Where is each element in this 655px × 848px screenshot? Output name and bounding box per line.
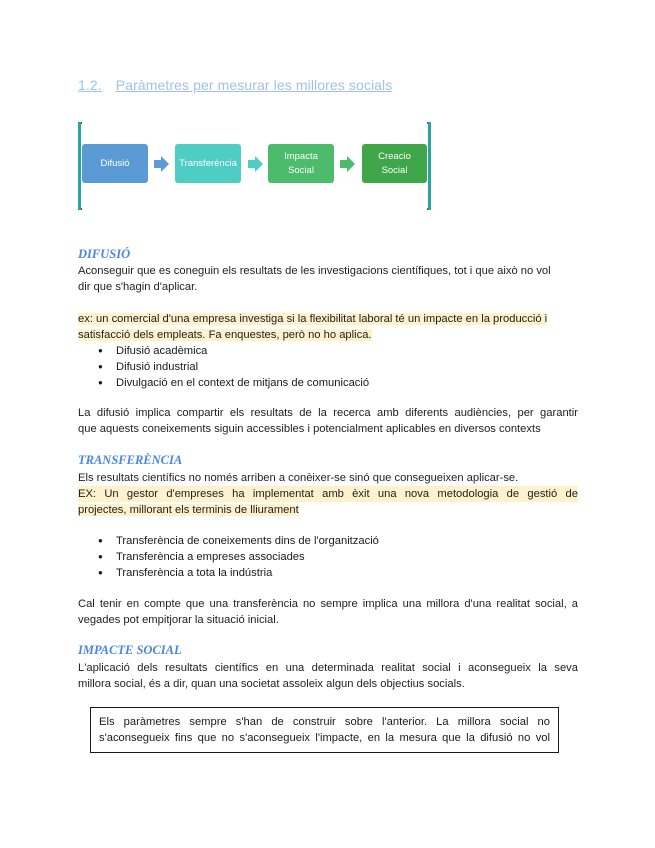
text-line: millora social, és a dir, quan una societat assoleix algun dels objectius socials.: [78, 678, 465, 690]
transferencia-example: [78, 486, 578, 518]
text-line: s'aconsegueix fins que no s'aconsegueix l'impacte, en la mesura que la difusió no vol: [99, 732, 550, 744]
section-title: [78, 77, 392, 93]
arrow-right-icon: [340, 156, 356, 172]
highlighted-text: satisfacció dels empleats. Fa enquestes, però no ho aplica.: [78, 329, 372, 341]
text-line: Cal tenir en compte que una transferència no sempre implica una millora d'una realitat social, a: [78, 598, 578, 610]
arrow-right-icon: [154, 156, 170, 172]
diagram-step-difusio: [82, 144, 148, 183]
difusio-bullet-list: [78, 343, 578, 391]
heading-transferencia: TRANSFERÈNCIA: [78, 453, 183, 467]
arrow-right-icon: [248, 156, 264, 172]
transferencia-bullet-list: [78, 533, 578, 581]
list-item: ● Transferència a empreses associades: [78, 549, 578, 565]
text-line: dir que s'hagin d'aplicar.: [78, 281, 198, 293]
list-item: ● Difusió acadèmica: [78, 343, 578, 359]
diagram-step-label: Difusió: [100, 157, 130, 169]
list-item: ● Divulgació en el context de mitjans de comunicació: [78, 375, 578, 391]
text-line: La difusió implica compartir els resultats de la recerca amb diferents audiències, per garantir: [78, 407, 578, 419]
text-line: Els paràmetres sempre s'han de construir sobre l'anterior. La millora social no: [99, 716, 550, 728]
difusio-intro: [78, 263, 578, 295]
text-line: L'aplicació dels resultats científics en una determinada realitat social i aconsegueix la seva: [78, 662, 578, 674]
diagram-step-creacio-social: [362, 144, 427, 183]
highlighted-text: EX: Un gestor d'empreses ha implementat amb èxit una nova metodologia de gestió de: [78, 488, 578, 500]
diagram-step-label: Social: [381, 164, 408, 176]
heading-difusio: DIFUSIÓ: [78, 247, 131, 261]
diagram-bar-right: [428, 122, 431, 210]
difusio-paragraph: [78, 405, 578, 437]
text-line: que aquests coneixements siguin accessibles i potencialment aplicables en diversos contexts: [78, 423, 541, 435]
highlighted-text: ex: un comercial d'una empresa investiga si la flexibilitat laboral té un impacte en la producció i: [78, 313, 548, 325]
diagram-step-label: Impacta: [284, 150, 318, 162]
heading-impacte-social: IMPACTE SOCIAL: [78, 643, 182, 657]
section-number: 1.2.: [78, 77, 102, 93]
list-item: ● Transferència a tota la indústria: [78, 565, 578, 581]
impacte-intro: [78, 660, 578, 692]
list-item: ● Difusió industrial: [78, 359, 578, 375]
process-diagram: [78, 122, 431, 210]
diagram-step-label: Transferència: [179, 157, 237, 169]
diagram-step-impacta-social: [268, 144, 334, 183]
diagram-step-label: Social: [288, 164, 314, 176]
text-line: Aconseguir que es coneguin els resultats de les investigacions científiques, tot i que això no vol: [78, 265, 551, 277]
diagram-step-transferencia: [175, 144, 241, 183]
diagram-step-label: Creacio: [378, 150, 411, 162]
list-item: ● Transferència de coneixements dins de l'organització: [78, 533, 578, 549]
transferencia-paragraph: [78, 596, 578, 628]
text-line: vegades pot empitjorar la situació inicial.: [78, 614, 279, 626]
transferencia-intro: Els resultats científics no només arriben a conèixer-se sinó que consegueixen aplicar-se.: [78, 472, 519, 484]
note-box: [90, 707, 559, 753]
section-title-text: Paràmetres per mesurar les millores socials: [115, 77, 393, 93]
difusio-example: [78, 311, 578, 343]
diagram-bar-left: [78, 122, 81, 210]
highlighted-text: projectes, millorant els terminis de lliurament: [78, 504, 299, 516]
